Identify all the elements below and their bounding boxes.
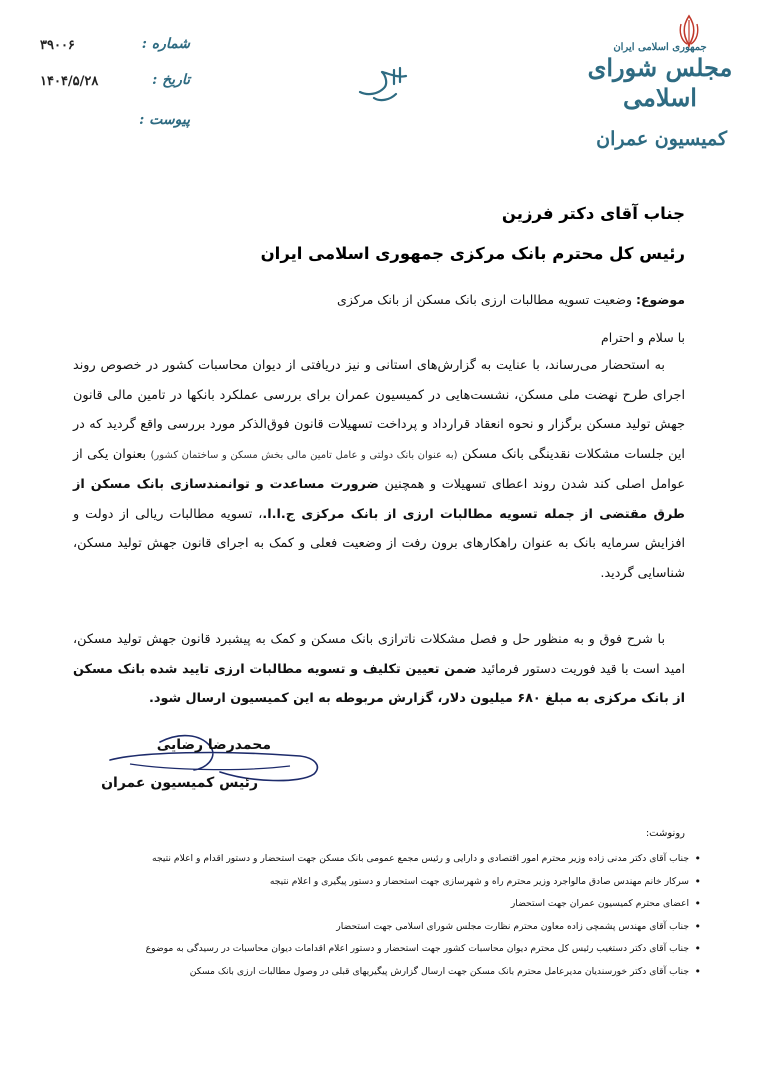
org-subtitle: جمهوری اسلامی ایران <box>613 42 707 53</box>
cc-title: رونوشت: <box>645 828 685 839</box>
subject-label: موضوع: <box>635 292 685 307</box>
majlis-logo <box>585 42 735 113</box>
number-value: ۳۹۰۰۶ <box>40 38 75 53</box>
p1-parenthetical: (به عنوان بانک دولتی و عامل تامین مالی بخش مسکن و ساختمان کشور) <box>150 449 458 461</box>
p1-text-b: بعنوان یکی از عوامل اصلی کند شدن روند اعطای تسهیلات و همچنین <box>73 446 686 492</box>
number-label: شماره : <box>141 36 190 52</box>
letter-meta <box>40 36 190 142</box>
p1-text-a: به استحضار می‌رساند، با عنایت به گزارش‌های استانی و نیز دریافتی از دیوان محاسبات کشور در خصوص روند اجرای طرح نهضت ملی مسکن، نشست‌هایی در کمیسیون عمران برای بررسی عملکرد بانکها در تامین مالی قانون جهش تولید مسکن برگزار و نحوه انعقاد قرارداد و پرداخت تسهیلات قانون فوق‌الذکر مورد بررسی واقع گردید که در این جلسات مشکلات نقدینگی بانک مسکن <box>73 358 685 462</box>
cc-list <box>41 848 701 983</box>
recipient-title: رئیس کل محترم بانک مرکزی جمهوری اسلامی ایران <box>260 244 685 263</box>
attachment-label: پیوست : <box>139 112 190 128</box>
basmala-calligraphy <box>356 62 410 104</box>
letterhead <box>0 0 763 175</box>
subject-text: وضعیت تسویه مطالبات ارزی بانک مسکن از بانک مرکزی <box>337 292 632 307</box>
greeting: با سلام و احترام <box>601 330 685 345</box>
org-name: مجلس شورای اسلامی <box>587 53 733 112</box>
cc-item: • اعضای محترم کمیسیون عمران جهت استحضار <box>41 893 701 916</box>
commission-name: کمیسیون عمران <box>596 128 727 150</box>
cc-item: • جناب آقای دکتر خورسندیان مدیرعامل محترم بانک مسکن جهت ارسال گزارش پیگیریهای قبلی در وصول مطالبات ارزی بانک مسکن <box>41 961 701 984</box>
p2-text-a: با شرح فوق و به منظور حل و فصل مشکلات ناترازی بانک مسکن و کمک به پیشبرد قانون جهش تولید مسکن، امید است با قید فوریت دستور فرمائید <box>73 632 686 677</box>
p1-text-c: ، تسویه مطالبات ریالی از دولت و افزایش سرمایه بانک به عنوان راهکارهای برون رفت از وضعیت فعلی و کمک به اجرای قانون جهش تولید مسکن، شناسایی گردید. <box>73 506 685 581</box>
p2-bold-text: ضمن تعیین تکلیف و تسویه مطالبات ارزی تایید شده بانک مسکن از بانک مرکزی به مبلغ ۶۸۰ میلیون دلار، گزارش مربوطه به این کمیسیون ارسال شود. <box>73 661 685 706</box>
date-value: ۱۴۰۴/۵/۲۸ <box>40 74 99 89</box>
subject-line <box>337 292 685 307</box>
cc-item: • سرکار خانم مهندس صادق مالواجرد وزیر محترم راه و شهرسازی جهت استحضار و دستور پیگیری و اعلام نتیجه <box>41 871 701 894</box>
recipient-name: جناب آقای دکتر فرزین <box>501 204 685 223</box>
cc-item: • جناب آقای دکتر مدنی زاده وزیر محترم امور اقتصادی و دارایی و رئیس مجمع عمومی بانک مسکن جهت استحضار و دستور اقدام و اعلام نتیجه <box>41 848 701 871</box>
cc-item: • جناب آقای دکتر دستغیب رئیس کل محترم دیوان محاسبات کشور جهت استحضار و دستور اعلام اقدامات دیوان محاسبات در رسیدگی به موضوع <box>41 938 701 961</box>
paragraph-2 <box>73 625 685 714</box>
paragraph-1 <box>73 351 685 588</box>
date-label: تاریخ : <box>152 72 190 88</box>
cc-item: • جناب آقای مهندس پشمچی زاده معاون محترم نظارت مجلس شورای اسلامی جهت استحضار <box>41 916 701 939</box>
signatory-title: رئیس کمیسیون عمران <box>101 775 258 791</box>
signatory-name: محمدرضا رضایی <box>156 737 271 753</box>
p1-bold-text: ضرورت مساعدت و توانمندسازی بانک مسکن از طرق مقتضی از جمله تسویه مطالبات ارزی از بانک مرکزی ج.ا.ا. <box>73 477 685 522</box>
